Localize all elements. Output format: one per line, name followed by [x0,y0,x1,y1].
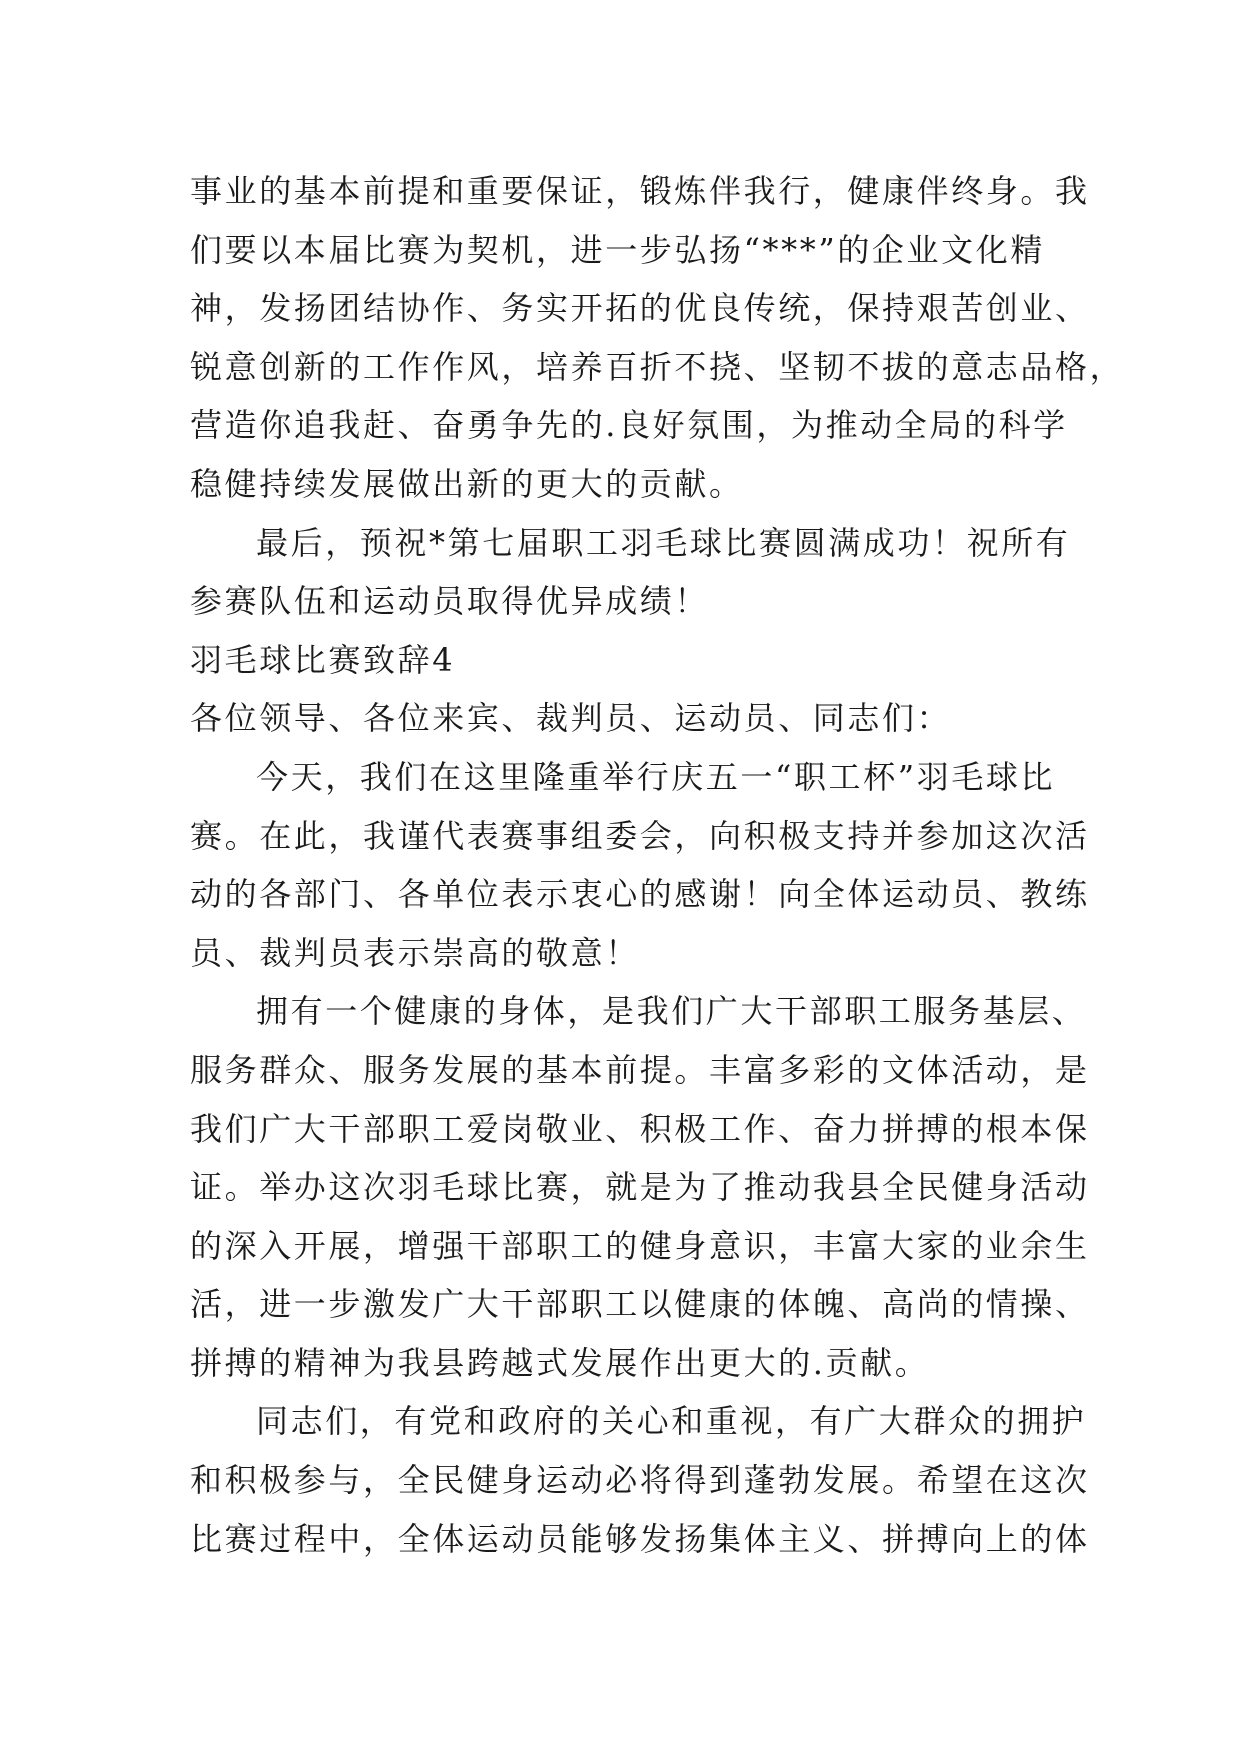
text-line: 锐意创新的工作作风，培养百折不挠、坚韧不拔的意志品格， [190,347,1125,386]
text-line: 拼搏的精神为我县跨越式发展作出更大的.贡献。 [190,1343,930,1382]
salutation-line: 各位领导、各位来宾、裁判员、运动员、同志们： [190,699,952,738]
text-line: 们要以本届比赛为契机，进一步弘扬“***”的企业文化精 [190,230,1045,269]
text-line: 赛。在此，我谨代表赛事组委会，向积极支持并参加这次活 [190,816,1090,855]
text-line: 神，发扬团结协作、务实开拓的优良传统，保持艰苦创业、 [190,289,1090,328]
text-line: 服务群众、服务发展的基本前提。丰富多彩的文体活动，是 [190,1050,1090,1089]
text-line: 的深入开展，增强干部职工的健身意识，丰富大家的业余生 [190,1226,1090,1265]
paragraph-start-line: 同志们，有党和政府的关心和重视，有广大群众的拥护 [256,1402,1087,1441]
text-line: 比赛过程中，全体运动员能够发扬集体主义、拼搏向上的体 [190,1519,1090,1558]
text-line: 动的各部门、各单位表示衷心的感谢！向全体运动员、教练 [190,875,1090,914]
section-heading: 羽毛球比赛致辞4 [190,640,456,679]
text-line: 我们广大干部职工爱岗敬业、积极工作、奋力拼搏的根本保 [190,1109,1090,1148]
text-line: 事业的基本前提和重要保证，锻炼伴我行，健康伴终身。我 [190,172,1090,210]
text-line: 员、裁判员表示崇高的敬意！ [190,933,640,972]
document-body [190,162,1125,1568]
text-line: 证。举办这次羽毛球比赛，就是为了推动我县全民健身活动 [190,1168,1090,1207]
text-line: 参赛队伍和运动员取得优异成绩！ [190,582,710,621]
text-line: 营造你追我赶、奋勇争先的.良好氛围，为推动全局的科学 [190,406,1068,445]
paragraph-start-line: 今天，我们在这里隆重举行庆五一“职工杯”羽毛球比 [256,757,1056,796]
paragraph-start-line: 拥有一个健康的身体，是我们广大干部职工服务基层、 [256,992,1087,1031]
text-line: 和积极参与，全民健身运动必将得到蓬勃发展。希望在这次 [190,1461,1090,1500]
text-line: 稳健持续发展做出新的更大的贡献。 [190,464,744,503]
text-line: 活，进一步激发广大干部职工以健康的体魄、高尚的情操、 [190,1285,1090,1324]
paragraph-start-line: 最后，预祝*第七届职工羽毛球比赛圆满成功！祝所有 [256,523,1071,562]
